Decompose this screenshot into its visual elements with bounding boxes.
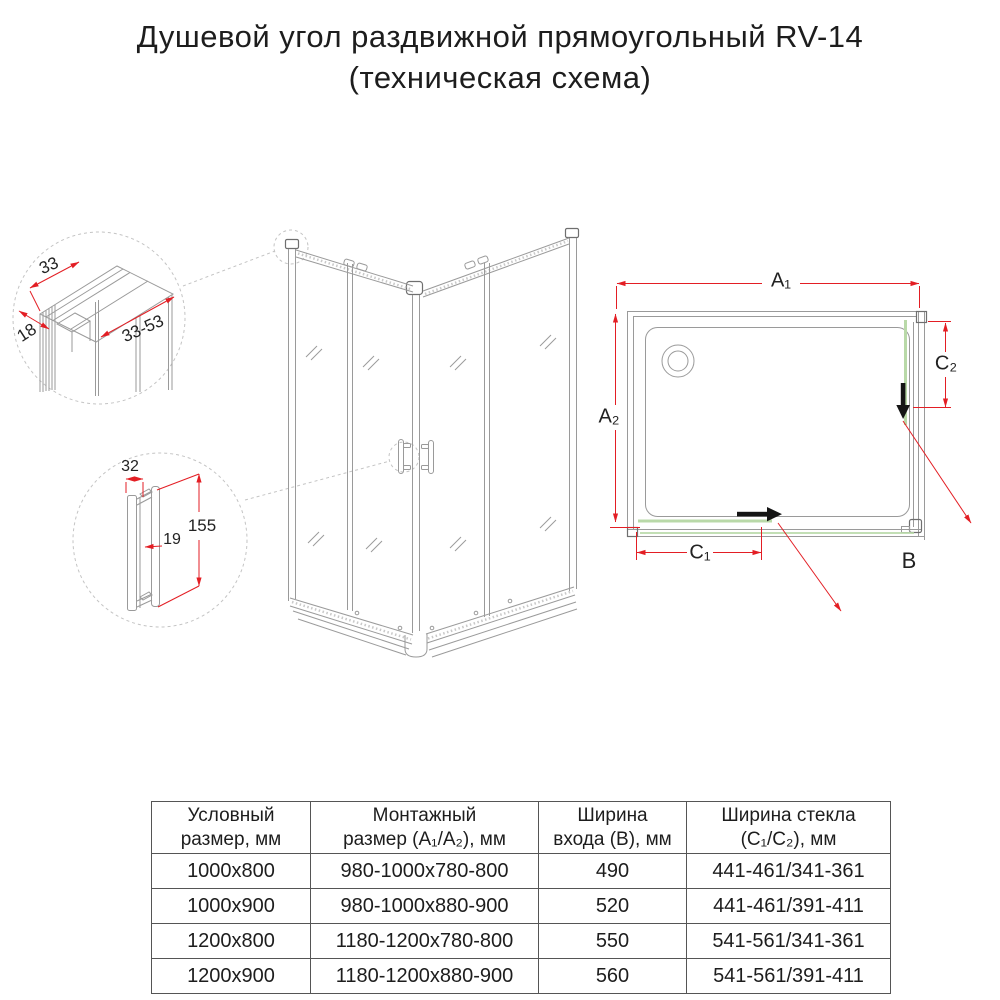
dim-label-c1: C₁ — [689, 541, 711, 564]
cell-mounting: 980-1000x880-900 — [311, 889, 539, 924]
dim-label-c2: C₂ — [934, 352, 958, 375]
size-table — [151, 801, 891, 994]
dim-label-handle-155: 155 — [187, 516, 217, 535]
cell-entry: 560 — [539, 959, 687, 994]
cell-glass: 441-461/341-361 — [687, 854, 891, 889]
dim-label-handle-19: 19 — [163, 531, 181, 548]
callout-circles — [13, 230, 419, 627]
door-rollers — [343, 255, 488, 271]
cell-entry: 490 — [539, 854, 687, 889]
header-nominal-size: Условный размер, мм — [152, 802, 311, 854]
profile-leader-line — [183, 251, 275, 286]
cell-entry: 550 — [539, 924, 687, 959]
corner-enclosure-3d — [286, 229, 579, 658]
plan-view — [610, 284, 971, 612]
door-slide-arrow-down — [896, 383, 910, 419]
cell-nominal: 1000x800 — [152, 854, 311, 889]
header-mounting-size: Монтажный размер (A₁/A₂), мм — [311, 802, 539, 854]
table-row — [152, 854, 891, 889]
shower-tray-3d — [290, 587, 577, 657]
cell-mounting: 980-1000x780-800 — [311, 854, 539, 889]
header-entry-width: Ширина входа (B), мм — [539, 802, 687, 854]
table-row — [152, 889, 891, 924]
dim-label-profile-33: 33 — [36, 253, 62, 279]
table-row — [152, 959, 891, 994]
cell-mounting: 1180-1200x780-800 — [311, 924, 539, 959]
cell-nominal: 1200x900 — [152, 959, 311, 994]
wall-profile-cap-right — [566, 229, 579, 238]
plan-dimensions — [610, 284, 971, 612]
cell-glass: 541-561/341-361 — [687, 924, 891, 959]
dim-label-a2: A₂ — [598, 405, 620, 428]
drain-circle — [662, 345, 694, 377]
cell-nominal: 1200x800 — [152, 924, 311, 959]
dim-label-handle-32: 32 — [121, 458, 139, 475]
door-handles-3d — [399, 440, 434, 474]
handle-leader-line — [245, 461, 390, 500]
corner-post-plan — [910, 520, 922, 533]
dim-label-b: B — [901, 548, 917, 573]
table-header-row — [152, 802, 891, 854]
header-glass-width: Ширина стекла (C₁/C₂), мм — [687, 802, 891, 854]
tray-outline-plan — [646, 328, 910, 517]
cell-glass: 441-461/391-411 — [687, 889, 891, 924]
plan-frame — [627, 311, 927, 540]
table-row — [152, 924, 891, 959]
cell-entry: 520 — [539, 889, 687, 924]
cell-glass: 541-561/391-411 — [687, 959, 891, 994]
dim-label-profile-18: 18 — [13, 319, 40, 346]
dim-label-profile-33-53: 33-53 — [119, 311, 167, 347]
page-title-line1: Душевой угол раздвижной прямоугольный RV-14 — [136, 19, 864, 54]
dim-label-a1: A₁ — [770, 269, 792, 292]
page-title-line2: (техническая схема) — [348, 60, 652, 95]
cell-nominal: 1000x900 — [152, 889, 311, 924]
cell-mounting: 1180-1200x880-900 — [311, 959, 539, 994]
glass-reflections — [306, 335, 556, 552]
door-slide-arrow-right — [737, 507, 782, 521]
wall-profile-cap-left — [286, 240, 299, 249]
